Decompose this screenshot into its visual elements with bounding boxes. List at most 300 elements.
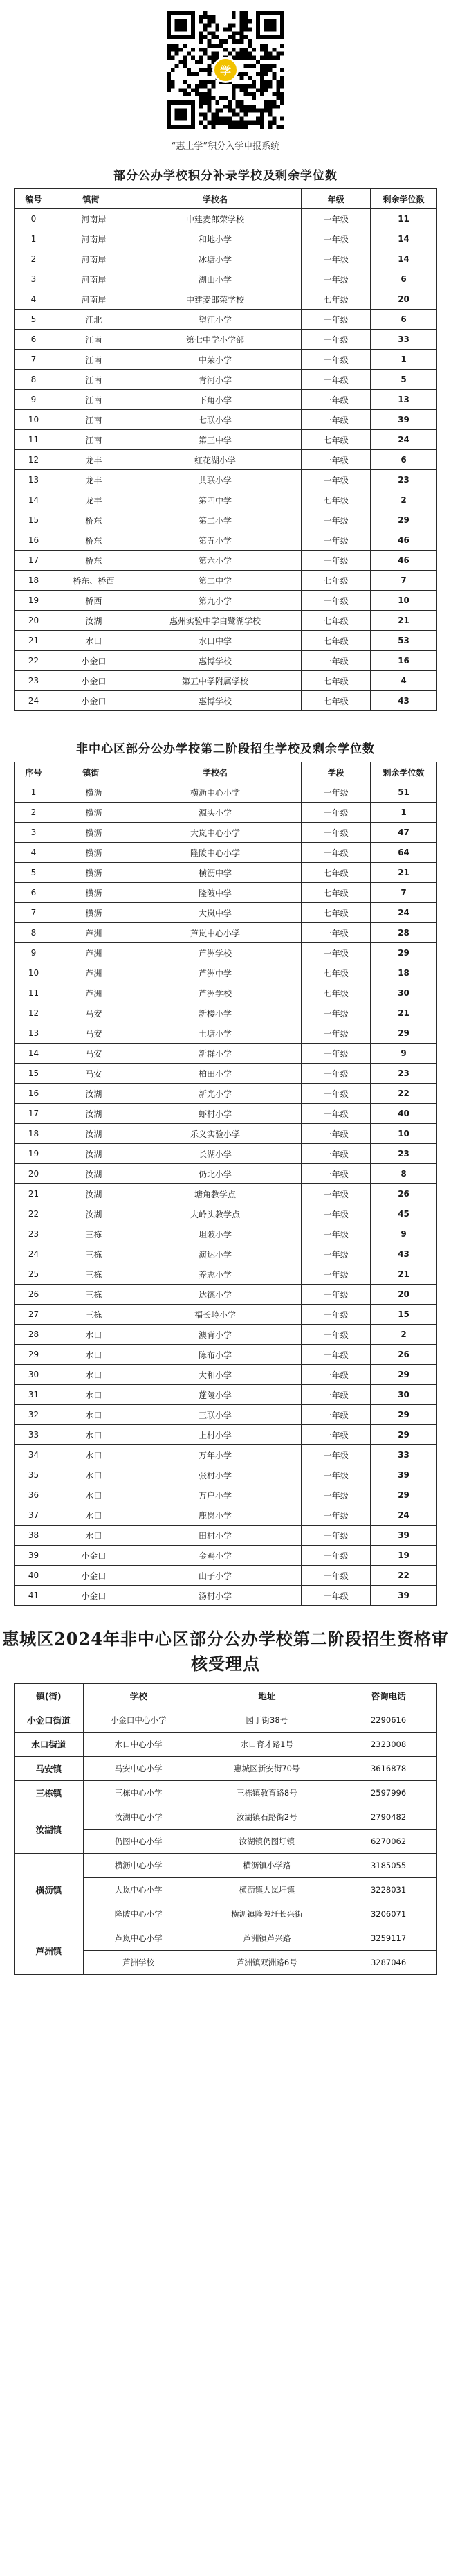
- row-grade: 七年级: [302, 983, 371, 1003]
- table-row: [15, 803, 437, 823]
- row-town: 马安: [53, 1064, 129, 1084]
- row-index: 29: [15, 1345, 53, 1365]
- table-row: [15, 691, 437, 711]
- row-seats: 8: [371, 1164, 437, 1184]
- row-grade: 七年级: [302, 883, 371, 903]
- row-index: 3: [15, 823, 53, 843]
- row-index: 10: [15, 963, 53, 983]
- row-index: 34: [15, 1445, 53, 1465]
- row-school: 土塘小学: [129, 1023, 302, 1044]
- table-row: [15, 470, 437, 490]
- row-school: 马安中心小学: [83, 1757, 194, 1781]
- row-town: 三栋: [53, 1244, 129, 1264]
- row-school: 仍图中心小学: [83, 1830, 194, 1854]
- row-seats: 29: [371, 1023, 437, 1044]
- row-grade: 一年级: [302, 1546, 371, 1566]
- row-grade: 一年级: [302, 1184, 371, 1204]
- row-index: 5: [15, 310, 53, 330]
- column-header: 序号: [15, 762, 53, 782]
- row-town: 小金口: [53, 1586, 129, 1606]
- row-town: 水口: [53, 1485, 129, 1505]
- row-index: 11: [15, 983, 53, 1003]
- qr-header: [0, 0, 451, 156]
- row-grade: 一年级: [302, 1084, 371, 1104]
- column-header: 地址: [194, 1684, 340, 1708]
- row-address: 横沥镇隆陂圩长兴街: [194, 1902, 340, 1926]
- row-grade: 一年级: [302, 1425, 371, 1445]
- row-town: 水口: [53, 1365, 129, 1385]
- row-grade: 一年级: [302, 1385, 371, 1405]
- row-town: 龙丰: [53, 490, 129, 510]
- row-phone: 3185055: [340, 1854, 437, 1878]
- table-row: [15, 269, 437, 289]
- row-school: 源头小学: [129, 803, 302, 823]
- row-town: 三栋: [53, 1224, 129, 1244]
- row-school: 坦陂小学: [129, 1224, 302, 1244]
- row-index: 30: [15, 1365, 53, 1385]
- row-grade: 一年级: [302, 229, 371, 249]
- row-town: 马安: [53, 1003, 129, 1023]
- row-index: 22: [15, 651, 53, 671]
- row-seats: 22: [371, 1566, 437, 1586]
- row-grade: 一年级: [302, 370, 371, 390]
- row-town: 桥东: [53, 530, 129, 551]
- row-school: 惠博学校: [129, 651, 302, 671]
- row-index: 37: [15, 1505, 53, 1526]
- table-row: [15, 1757, 437, 1781]
- table-row: [15, 1926, 437, 1951]
- row-index: 22: [15, 1204, 53, 1224]
- row-town: 小金口街道: [15, 1708, 84, 1733]
- table-row: [15, 1104, 437, 1124]
- row-seats: 16: [371, 651, 437, 671]
- row-school: 演达小学: [129, 1244, 302, 1264]
- row-seats: 43: [371, 691, 437, 711]
- row-phone: 3228031: [340, 1878, 437, 1902]
- row-school: 隆陂中学: [129, 883, 302, 903]
- row-town: 汝湖: [53, 611, 129, 631]
- row-grade: 一年级: [302, 1505, 371, 1526]
- row-grade: 一年级: [302, 1405, 371, 1425]
- column-header: 剩余学位数: [371, 189, 437, 209]
- column-header: 学校名: [129, 189, 302, 209]
- row-seats: 14: [371, 229, 437, 249]
- row-school: 冰塘小学: [129, 249, 302, 269]
- row-index: 32: [15, 1405, 53, 1425]
- table-row: [15, 1164, 437, 1184]
- row-town: 汝湖: [53, 1084, 129, 1104]
- row-seats: 20: [371, 1285, 437, 1305]
- row-town: 横沥: [53, 823, 129, 843]
- row-seats: 10: [371, 591, 437, 611]
- row-grade: 一年级: [302, 651, 371, 671]
- column-header: 学段: [302, 762, 371, 782]
- table-row: [15, 983, 437, 1003]
- row-seats: 30: [371, 983, 437, 1003]
- row-school: 芦岚中心小学: [83, 1926, 194, 1951]
- row-index: 23: [15, 671, 53, 691]
- table-row: [15, 1854, 437, 1878]
- row-address: 汝湖镇仍图圩镇: [194, 1830, 340, 1854]
- row-town: 三栋: [53, 1305, 129, 1325]
- row-index: 6: [15, 330, 53, 350]
- row-seats: 13: [371, 390, 437, 410]
- row-index: 1: [15, 782, 53, 803]
- table-row: [15, 1184, 437, 1204]
- row-index: 26: [15, 1285, 53, 1305]
- row-school: 大岚中心小学: [83, 1878, 194, 1902]
- row-index: 3: [15, 269, 53, 289]
- row-town: 横沥: [53, 903, 129, 923]
- row-town: 汝湖: [53, 1104, 129, 1124]
- table-row: [15, 1285, 437, 1305]
- row-index: 27: [15, 1305, 53, 1325]
- row-index: 11: [15, 430, 53, 450]
- row-index: 2: [15, 803, 53, 823]
- row-index: 12: [15, 450, 53, 470]
- row-town: 水口街道: [15, 1733, 84, 1757]
- row-seats: 14: [371, 249, 437, 269]
- row-town: 横沥: [53, 883, 129, 903]
- table-row: [15, 1244, 437, 1264]
- table2-title: 非中心区部分公办学校第二阶段招生学校及剩余学位数: [76, 742, 375, 756]
- row-school: 山子小学: [129, 1566, 302, 1586]
- row-school: 中建麦郎荣学校: [129, 209, 302, 229]
- row-index: 21: [15, 631, 53, 651]
- row-town: 横沥: [53, 863, 129, 883]
- row-seats: 2: [371, 490, 437, 510]
- row-school: 蓬陵小学: [129, 1385, 302, 1405]
- row-seats: 29: [371, 1485, 437, 1505]
- row-school: 水口中心小学: [83, 1733, 194, 1757]
- row-seats: 28: [371, 923, 437, 943]
- row-index: 20: [15, 611, 53, 631]
- row-index: 16: [15, 1084, 53, 1104]
- column-header: 镇街: [53, 762, 129, 782]
- row-index: 23: [15, 1224, 53, 1244]
- row-index: 25: [15, 1264, 53, 1285]
- row-seats: 39: [371, 1465, 437, 1485]
- table-row: [15, 943, 437, 963]
- row-grade: 一年级: [302, 1003, 371, 1023]
- row-index: 19: [15, 1144, 53, 1164]
- row-town: 河南岸: [53, 269, 129, 289]
- row-town: 汝湖: [53, 1124, 129, 1144]
- table-row: [15, 1485, 437, 1505]
- row-grade: 七年级: [302, 289, 371, 310]
- row-town: 河南岸: [53, 229, 129, 249]
- row-grade: 一年级: [302, 1164, 371, 1184]
- row-grade: 七年级: [302, 571, 371, 591]
- row-grade: 一年级: [302, 350, 371, 370]
- row-town: 江南: [53, 390, 129, 410]
- row-seats: 33: [371, 1445, 437, 1465]
- row-seats: 10: [371, 1124, 437, 1144]
- row-seats: 1: [371, 350, 437, 370]
- row-town: 汝湖: [53, 1144, 129, 1164]
- row-index: 21: [15, 1184, 53, 1204]
- table3-body: [15, 1708, 437, 1975]
- row-seats: 6: [371, 269, 437, 289]
- table-row: [15, 1365, 437, 1385]
- row-school: 第五小学: [129, 530, 302, 551]
- row-seats: 7: [371, 571, 437, 591]
- table-row: [15, 1084, 437, 1104]
- row-school: 长湖小学: [129, 1144, 302, 1164]
- table2-header-row: [15, 762, 437, 782]
- row-address: 横沥镇小学路: [194, 1854, 340, 1878]
- row-town: 河南岸: [53, 209, 129, 229]
- table3: [14, 1683, 437, 1975]
- table-row: [15, 330, 437, 350]
- table3-header-row: [15, 1684, 437, 1708]
- row-address: 横沥镇大岚圩镇: [194, 1878, 340, 1902]
- row-town: 芦洲镇: [15, 1926, 84, 1975]
- table-row: [15, 1345, 437, 1365]
- row-grade: 一年级: [302, 269, 371, 289]
- row-index: 9: [15, 390, 53, 410]
- row-grade: 七年级: [302, 691, 371, 711]
- row-town: 水口: [53, 1385, 129, 1405]
- row-grade: 七年级: [302, 490, 371, 510]
- row-seats: 39: [371, 410, 437, 430]
- row-grade: 七年级: [302, 430, 371, 450]
- row-school: 芦洲学校: [129, 983, 302, 1003]
- row-grade: 一年级: [302, 823, 371, 843]
- table-row: [15, 923, 437, 943]
- row-index: 33: [15, 1425, 53, 1445]
- row-seats: 23: [371, 470, 437, 490]
- row-school: 金鸡小学: [129, 1546, 302, 1566]
- row-school: 第二中学: [129, 571, 302, 591]
- row-seats: 46: [371, 530, 437, 551]
- row-grade: 一年级: [302, 209, 371, 229]
- row-grade: 一年级: [302, 510, 371, 530]
- row-seats: 21: [371, 1003, 437, 1023]
- row-grade: 一年级: [302, 843, 371, 863]
- row-grade: 一年级: [302, 1365, 371, 1385]
- row-town: 三栋镇: [15, 1781, 84, 1805]
- row-seats: 46: [371, 551, 437, 571]
- column-header: 剩余学位数: [371, 762, 437, 782]
- column-header: 年级: [302, 189, 371, 209]
- row-school: 隆陂中心小学: [83, 1902, 194, 1926]
- row-seats: 9: [371, 1224, 437, 1244]
- row-school: 惠博学校: [129, 691, 302, 711]
- row-school: 大岭头教学点: [129, 1204, 302, 1224]
- row-school: 田村小学: [129, 1526, 302, 1546]
- row-town: 水口: [53, 1505, 129, 1526]
- column-header: 编号: [15, 189, 53, 209]
- row-phone: 2597996: [340, 1781, 437, 1805]
- row-school: 大和小学: [129, 1365, 302, 1385]
- row-seats: 19: [371, 1546, 437, 1566]
- table1-body: [15, 209, 437, 711]
- row-index: 9: [15, 943, 53, 963]
- row-seats: 24: [371, 430, 437, 450]
- row-school: 第七中学小学部: [129, 330, 302, 350]
- row-town: 横沥: [53, 843, 129, 863]
- row-index: 8: [15, 923, 53, 943]
- row-phone: 2790482: [340, 1805, 437, 1830]
- row-index: 41: [15, 1586, 53, 1606]
- row-grade: 一年级: [302, 1023, 371, 1044]
- row-town: 龙丰: [53, 470, 129, 490]
- row-grade: 七年级: [302, 631, 371, 651]
- column-header: 镇街: [53, 189, 129, 209]
- row-phone: 3259117: [340, 1926, 437, 1951]
- row-index: 4: [15, 843, 53, 863]
- row-school: 第六小学: [129, 551, 302, 571]
- row-index: 15: [15, 1064, 53, 1084]
- table-row: [15, 903, 437, 923]
- row-seats: 11: [371, 209, 437, 229]
- row-seats: 15: [371, 1305, 437, 1325]
- row-grade: 一年级: [302, 1285, 371, 1305]
- row-town: 芦洲: [53, 923, 129, 943]
- row-grade: 一年级: [302, 943, 371, 963]
- row-seats: 39: [371, 1526, 437, 1546]
- row-index: 2: [15, 249, 53, 269]
- table-row: [15, 883, 437, 903]
- table-row: [15, 1003, 437, 1023]
- table-row: [15, 1305, 437, 1325]
- table-row: [15, 1124, 437, 1144]
- row-phone: 6270062: [340, 1830, 437, 1854]
- row-grade: 一年级: [302, 249, 371, 269]
- row-school: 柏田小学: [129, 1064, 302, 1084]
- row-grade: 一年级: [302, 1465, 371, 1485]
- table-row: [15, 1546, 437, 1566]
- row-school: 下角小学: [129, 390, 302, 410]
- table-row: [15, 289, 437, 310]
- row-town: 芦洲: [53, 963, 129, 983]
- row-grade: 一年级: [302, 1305, 371, 1325]
- row-school: 汝湖中心小学: [83, 1805, 194, 1830]
- row-town: 水口: [53, 1325, 129, 1345]
- row-index: 24: [15, 1244, 53, 1264]
- table-row: [15, 1445, 437, 1465]
- table-row: [15, 1264, 437, 1285]
- row-seats: 9: [371, 1044, 437, 1064]
- row-index: 1: [15, 229, 53, 249]
- row-town: 水口: [53, 1405, 129, 1425]
- table-row: [15, 1805, 437, 1830]
- row-seats: 29: [371, 1405, 437, 1425]
- row-school: 张村小学: [129, 1465, 302, 1485]
- row-grade: 一年级: [302, 923, 371, 943]
- qr-code[interactable]: [164, 8, 287, 132]
- row-grade: 一年级: [302, 1044, 371, 1064]
- row-grade: 一年级: [302, 330, 371, 350]
- row-index: 17: [15, 1104, 53, 1124]
- row-grade: 一年级: [302, 1566, 371, 1586]
- row-seats: 47: [371, 823, 437, 843]
- row-seats: 1: [371, 803, 437, 823]
- row-school: 惠州实验中学白鹭湖学校: [129, 611, 302, 631]
- row-school: 七联小学: [129, 410, 302, 430]
- row-seats: 24: [371, 903, 437, 923]
- table-row: [15, 1224, 437, 1244]
- row-school: 三联小学: [129, 1405, 302, 1425]
- row-index: 10: [15, 410, 53, 430]
- row-grade: 一年级: [302, 310, 371, 330]
- row-town: 三栋: [53, 1285, 129, 1305]
- row-index: 16: [15, 530, 53, 551]
- row-index: 13: [15, 1023, 53, 1044]
- table-row: [15, 430, 437, 450]
- row-town: 小金口: [53, 1546, 129, 1566]
- row-seats: 26: [371, 1345, 437, 1365]
- row-town: 龙丰: [53, 450, 129, 470]
- table-row: [15, 631, 437, 651]
- table-row: [15, 1505, 437, 1526]
- row-seats: 23: [371, 1064, 437, 1084]
- row-seats: 18: [371, 963, 437, 983]
- row-town: 江南: [53, 410, 129, 430]
- row-seats: 29: [371, 943, 437, 963]
- row-grade: 一年级: [302, 410, 371, 430]
- row-school: 中建麦郎荣学校: [129, 289, 302, 310]
- row-grade: 一年级: [302, 1526, 371, 1546]
- row-town: 小金口: [53, 1566, 129, 1586]
- row-town: 小金口: [53, 691, 129, 711]
- row-address: 汝湖镇石路街2号: [194, 1805, 340, 1830]
- qr-logo-char: 学: [219, 64, 231, 78]
- row-phone: 3287046: [340, 1951, 437, 1975]
- row-town: 江南: [53, 330, 129, 350]
- row-town: 河南岸: [53, 249, 129, 269]
- row-school: 达德小学: [129, 1285, 302, 1305]
- table3-title: 惠城区2024年非中心区部分公办学校第二阶段招生资格审核受理点: [2, 1629, 449, 1674]
- row-town: 江北: [53, 310, 129, 330]
- qr-caption: “惠上学”积分入学申报系统: [171, 141, 280, 152]
- row-town: 江南: [53, 370, 129, 390]
- row-address: 园丁街38号: [194, 1708, 340, 1733]
- row-town: 水口: [53, 1345, 129, 1365]
- row-town: 桥东、桥西: [53, 571, 129, 591]
- row-school: 虾村小学: [129, 1104, 302, 1124]
- row-school: 第九小学: [129, 591, 302, 611]
- row-school: 汤村小学: [129, 1586, 302, 1606]
- row-seats: 21: [371, 611, 437, 631]
- row-school: 乐义实验小学: [129, 1124, 302, 1144]
- table-row: [15, 1405, 437, 1425]
- row-school: 隆陂中心小学: [129, 843, 302, 863]
- row-town: 马安镇: [15, 1757, 84, 1781]
- row-seats: 29: [371, 1365, 437, 1385]
- row-grade: 一年级: [302, 1244, 371, 1264]
- row-seats: 21: [371, 863, 437, 883]
- table1: [14, 188, 437, 711]
- row-town: 小金口: [53, 671, 129, 691]
- row-index: 7: [15, 903, 53, 923]
- table-row: [15, 1733, 437, 1757]
- row-grade: 一年级: [302, 1144, 371, 1164]
- row-grade: 七年级: [302, 611, 371, 631]
- table-row: [15, 229, 437, 249]
- row-grade: 一年级: [302, 1124, 371, 1144]
- row-index: 12: [15, 1003, 53, 1023]
- table-row: [15, 823, 437, 843]
- qr-logo: [212, 57, 239, 83]
- row-school: 小金口中心小学: [83, 1708, 194, 1733]
- row-school: 望江小学: [129, 310, 302, 330]
- row-seats: 33: [371, 330, 437, 350]
- row-seats: 20: [371, 289, 437, 310]
- row-index: 0: [15, 209, 53, 229]
- row-grade: 一年级: [302, 1325, 371, 1345]
